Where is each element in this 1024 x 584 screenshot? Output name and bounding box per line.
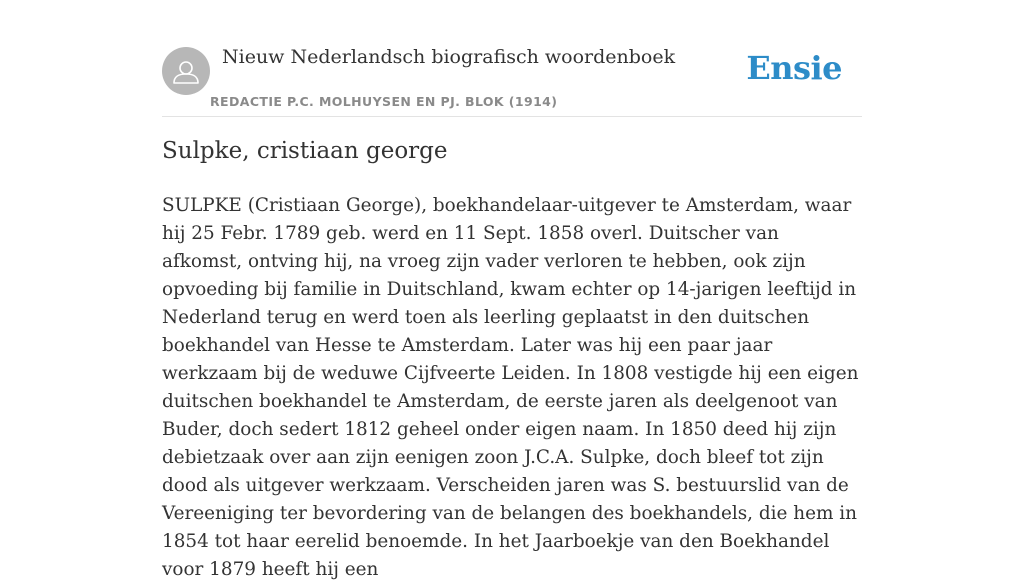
- ensie-logo[interactable]: Ensie: [746, 49, 842, 87]
- editors-credit: REDACTIE P.C. MOLHUYSEN EN PJ. BLOK (1914): [210, 94, 558, 109]
- entry-body: SULPKE (Cristiaan George), boekhandelaar-uitgever te Amsterdam, waar hij 25 Febr. 1789 geb. werd en 11 Sept. 1858 overl. Duitscher van afkomst, ontving hij, na vroeg zijn vader verloren te hebben, ook zijn opvoeding bij familie in Duitschland, kwam echter op 14-jarigen leeftijd in Nederland terug en werd toen als leerling geplaatst in den duitschen boekhandel van Hesse te Amsterdam. Later was hij een paar jaar werkzaam bij de weduwe Cijfveerte Leiden. In 1808 vestigde hij een eigen duitschen boekhandel te Amsterdam, de eerste jaren als deelgenoot van Buder, doch sedert 1812 geheel onder eigen naam. In 1850 deed hij zijn debietzaak over aan zijn eenigen zoon J.C.A. Sulpke, doch bleef tot zijn dood als uitgever werkzaam. Verscheiden jaren was S. bestuurslid van de Vereeniging ter bevordering van de belangen des boekhandels, die hem in 1854 tot haar eerelid benoemde. In het Jaarboekje van den Boekhandel voor 1879 heeft hij een: [162, 195, 859, 580]
- entry-title: Sulpke, cristiaan george: [162, 138, 448, 164]
- header: [162, 44, 862, 117]
- user-silhouette-icon: [162, 47, 210, 95]
- book-title[interactable]: Nieuw Nederlandsch biografisch woordenboek: [222, 46, 676, 68]
